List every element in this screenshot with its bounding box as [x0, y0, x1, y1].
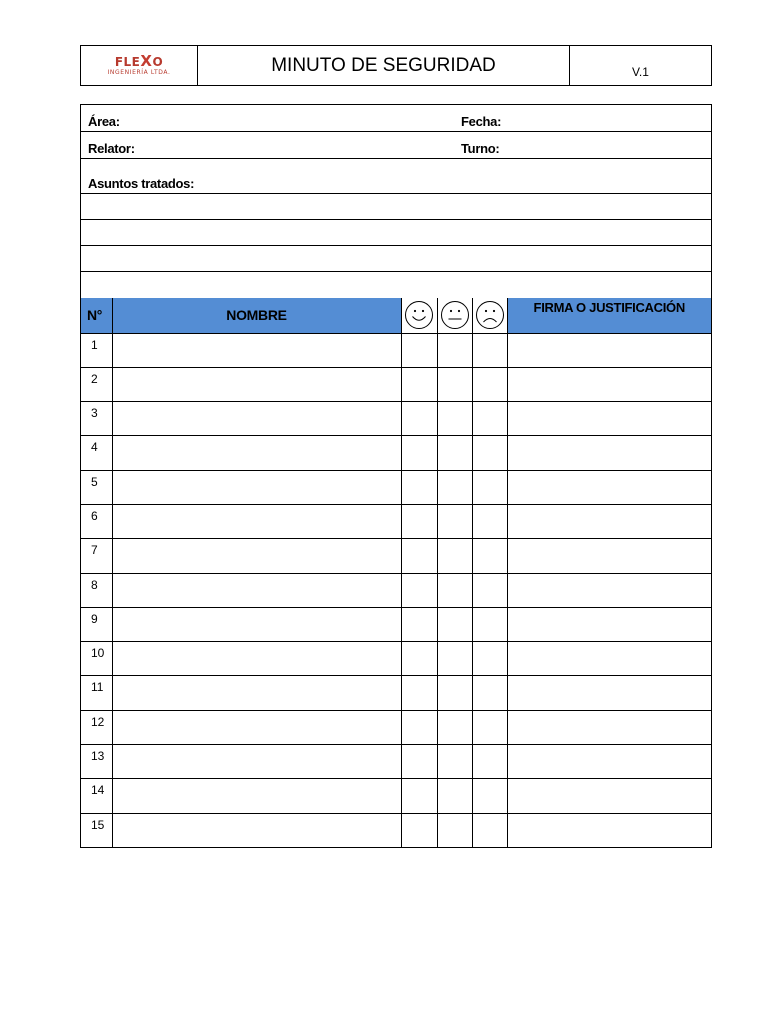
sad-check-cell[interactable] [472, 470, 507, 504]
neutral-check-cell[interactable] [437, 607, 472, 641]
sad-check-cell[interactable] [472, 745, 507, 779]
sad-check-cell[interactable] [472, 436, 507, 470]
row-number: 3 [81, 402, 112, 436]
sad-face-icon [475, 300, 505, 330]
column-header-happy [401, 298, 437, 333]
nombre-cell[interactable] [112, 333, 401, 367]
neutral-check-cell[interactable] [437, 710, 472, 744]
firma-cell[interactable] [507, 813, 711, 847]
attendance-table [81, 298, 711, 847]
nombre-cell[interactable] [112, 470, 401, 504]
logo-brand: FLEXO [114, 51, 164, 70]
company-logo [81, 46, 198, 85]
row-number: 12 [81, 710, 112, 744]
nombre-cell[interactable] [112, 504, 401, 538]
area-fecha-row [81, 105, 711, 132]
happy-check-cell[interactable] [401, 367, 437, 401]
column-header-nombre: NOMBRE [112, 298, 401, 333]
neutral-check-cell[interactable] [437, 436, 472, 470]
document-header [80, 45, 712, 86]
sad-check-cell[interactable] [472, 779, 507, 813]
row-number: 10 [81, 642, 112, 676]
happy-check-cell[interactable] [401, 813, 437, 847]
attendance-rows [81, 333, 711, 847]
sad-check-cell[interactable] [472, 813, 507, 847]
table-row [81, 573, 711, 607]
fecha-label: Fecha: [461, 114, 502, 129]
neutral-check-cell[interactable] [437, 367, 472, 401]
neutral-check-cell[interactable] [437, 504, 472, 538]
firma-cell[interactable] [507, 333, 711, 367]
attendance-header-row [81, 298, 711, 333]
safety-minute-form [80, 104, 712, 848]
row-number: 6 [81, 504, 112, 538]
neutral-check-cell[interactable] [437, 470, 472, 504]
happy-check-cell[interactable] [401, 402, 437, 436]
nombre-cell[interactable] [112, 710, 401, 744]
table-row [81, 779, 711, 813]
column-header-sad [472, 298, 507, 333]
sad-check-cell[interactable] [472, 504, 507, 538]
sad-check-cell[interactable] [472, 573, 507, 607]
neutral-check-cell[interactable] [437, 573, 472, 607]
firma-cell[interactable] [507, 436, 711, 470]
sad-check-cell[interactable] [472, 402, 507, 436]
table-row [81, 676, 711, 710]
neutral-check-cell[interactable] [437, 779, 472, 813]
firma-cell[interactable] [507, 779, 711, 813]
happy-check-cell[interactable] [401, 470, 437, 504]
row-number: 11 [81, 676, 112, 710]
neutral-face-icon [440, 300, 470, 330]
happy-check-cell[interactable] [401, 539, 437, 573]
firma-cell[interactable] [507, 402, 711, 436]
nombre-cell[interactable] [112, 402, 401, 436]
nombre-cell[interactable] [112, 607, 401, 641]
asuntos-label: Asuntos tratados: [88, 176, 195, 191]
firma-cell[interactable] [507, 676, 711, 710]
sad-check-cell[interactable] [472, 539, 507, 573]
firma-cell[interactable] [507, 470, 711, 504]
firma-cell[interactable] [507, 745, 711, 779]
relator-turno-row [81, 132, 711, 159]
happy-check-cell[interactable] [401, 642, 437, 676]
relator-label: Relator: [88, 141, 135, 156]
happy-check-cell[interactable] [401, 573, 437, 607]
row-number: 4 [81, 436, 112, 470]
nombre-cell[interactable] [112, 539, 401, 573]
happy-check-cell[interactable] [401, 779, 437, 813]
nombre-cell[interactable] [112, 745, 401, 779]
firma-cell[interactable] [507, 607, 711, 641]
nombre-cell[interactable] [112, 642, 401, 676]
neutral-check-cell[interactable] [437, 333, 472, 367]
row-number: 2 [81, 367, 112, 401]
asuntos-line [81, 194, 711, 220]
sad-check-cell[interactable] [472, 367, 507, 401]
happy-face-icon [404, 300, 434, 330]
nombre-cell[interactable] [112, 436, 401, 470]
column-header-number: N° [81, 298, 112, 333]
sad-check-cell[interactable] [472, 676, 507, 710]
firma-cell[interactable] [507, 710, 711, 744]
row-number: 5 [81, 470, 112, 504]
sad-check-cell[interactable] [472, 333, 507, 367]
asuntos-line [81, 246, 711, 272]
sad-check-cell[interactable] [472, 642, 507, 676]
table-row [81, 402, 711, 436]
column-header-firma: FIRMA O JUSTIFICACIÓN [507, 298, 711, 333]
table-row [81, 436, 711, 470]
asuntos-row [81, 159, 711, 194]
neutral-check-cell[interactable] [437, 745, 472, 779]
neutral-check-cell[interactable] [437, 676, 472, 710]
nombre-cell[interactable] [112, 676, 401, 710]
nombre-cell[interactable] [112, 779, 401, 813]
row-number: 7 [81, 539, 112, 573]
asuntos-line [81, 272, 711, 298]
firma-cell[interactable] [507, 642, 711, 676]
firma-cell[interactable] [507, 367, 711, 401]
firma-cell[interactable] [507, 573, 711, 607]
neutral-check-cell[interactable] [437, 402, 472, 436]
nombre-cell[interactable] [112, 367, 401, 401]
neutral-check-cell[interactable] [437, 813, 472, 847]
neutral-check-cell[interactable] [437, 642, 472, 676]
turno-label: Turno: [461, 141, 500, 156]
table-row [81, 539, 711, 573]
table-row [81, 470, 711, 504]
table-row [81, 710, 711, 744]
row-number: 1 [81, 333, 112, 367]
nombre-cell[interactable] [112, 573, 401, 607]
happy-check-cell[interactable] [401, 710, 437, 744]
happy-check-cell[interactable] [401, 676, 437, 710]
document-title: MINUTO DE SEGURIDAD [198, 46, 570, 85]
asuntos-line [81, 220, 711, 246]
row-number: 14 [81, 779, 112, 813]
column-header-neutral [437, 298, 472, 333]
happy-check-cell[interactable] [401, 436, 437, 470]
happy-check-cell[interactable] [401, 745, 437, 779]
area-label: Área: [88, 114, 120, 129]
table-row [81, 813, 711, 847]
table-row [81, 642, 711, 676]
sad-check-cell[interactable] [472, 607, 507, 641]
happy-check-cell[interactable] [401, 504, 437, 538]
sad-check-cell[interactable] [472, 710, 507, 744]
table-row [81, 333, 711, 367]
table-row [81, 607, 711, 641]
row-number: 13 [81, 745, 112, 779]
firma-cell[interactable] [507, 504, 711, 538]
row-number: 9 [81, 607, 112, 641]
table-row [81, 504, 711, 538]
document-version: V.1 [632, 65, 649, 79]
happy-check-cell[interactable] [401, 607, 437, 641]
neutral-check-cell[interactable] [437, 539, 472, 573]
logo-subtitle: INGENIERÍA LTDA. [107, 68, 171, 76]
row-number: 8 [81, 573, 112, 607]
firma-cell[interactable] [507, 539, 711, 573]
happy-check-cell[interactable] [401, 333, 437, 367]
table-row [81, 367, 711, 401]
row-number: 15 [81, 813, 112, 847]
nombre-cell[interactable] [112, 813, 401, 847]
table-row [81, 745, 711, 779]
